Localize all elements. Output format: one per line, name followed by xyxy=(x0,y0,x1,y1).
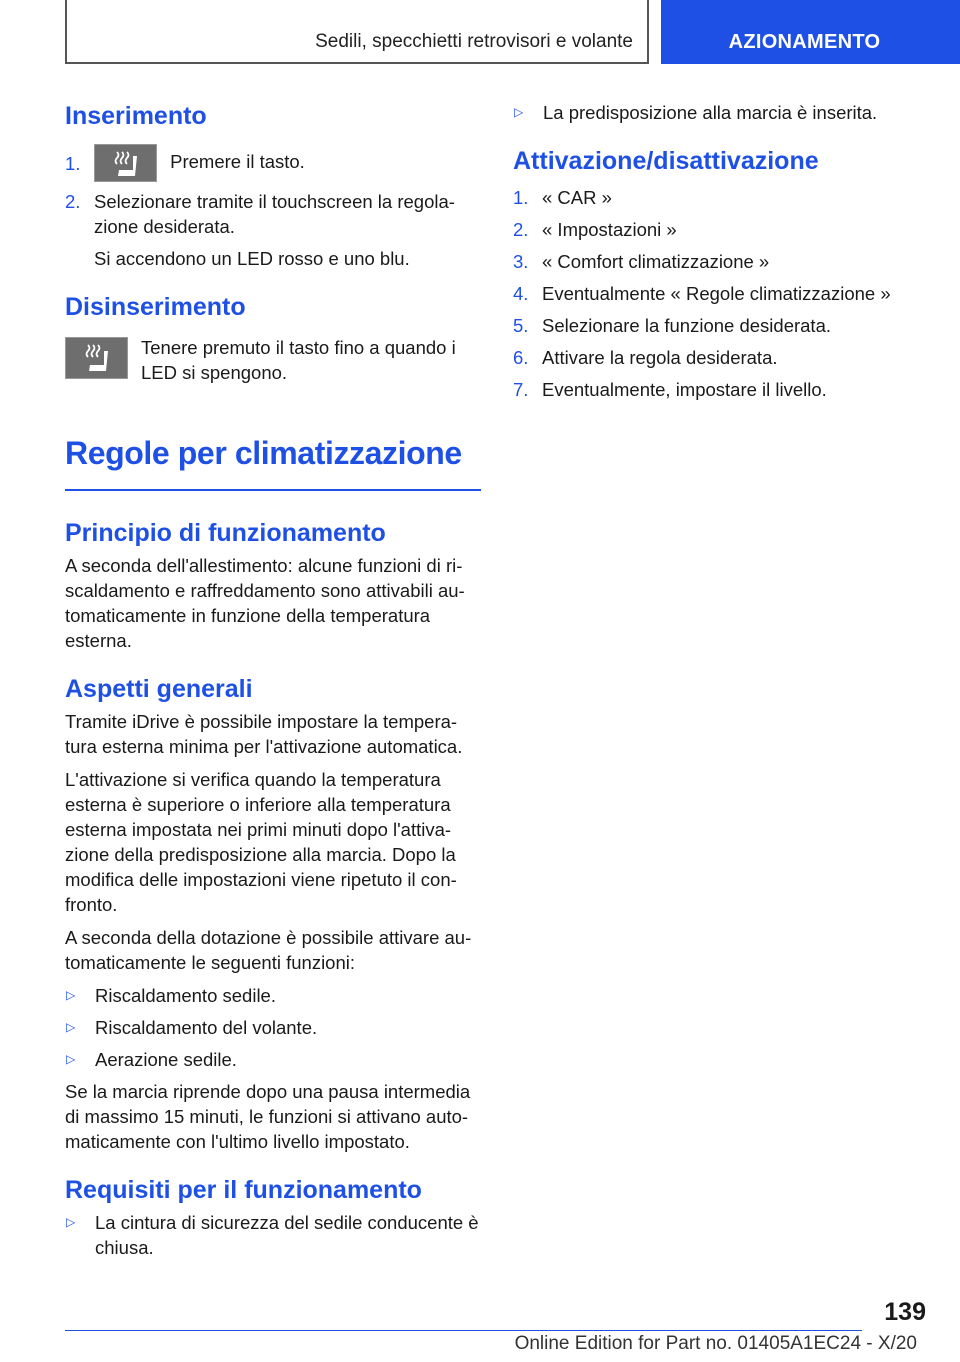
aspetti-paragraph-1: Tramite iDrive è possibile impostare la temperatura esterna minima per l'attivazione automatica. xyxy=(65,711,463,757)
heading-attivazione: Attivazione/disattivazione xyxy=(513,147,819,175)
aspetti-paragraph-2: L'attivazione si verifica quando la temperatura esterna è superiore o inferiore alla temperatura esterna impostata nei primi minuti dopo l'attivazione della predisposizione alla marcia. Dopo la modifica delle impostazioni viene ripetuto il confronto. xyxy=(65,769,457,915)
list-item: ▷ La predisposizione alla marcia è inserita. xyxy=(514,102,878,123)
triangle-bullet-icon: ▷ xyxy=(66,1052,76,1066)
list-item: 3. « Comfort climatizzazione » xyxy=(513,251,770,272)
list-item: 6. Attivare la regola desiderata. xyxy=(513,347,778,368)
heading-inserimento: Inserimento xyxy=(65,102,207,130)
step-number: 1. xyxy=(65,152,81,174)
page-number: 139 xyxy=(884,1298,926,1326)
triangle-bullet-icon: ▷ xyxy=(66,1020,76,1034)
heading-aspetti: Aspetti generali xyxy=(65,675,253,703)
disinserimento-text: Tenere premuto il tasto fino a quando i LED si spengono. xyxy=(141,337,456,383)
list-item: 4. Eventualmente « Regole climatizzazione » xyxy=(513,283,891,304)
step-text: Selezionare tramite il touchscreen la regolazione desiderata. xyxy=(94,191,455,237)
edition-footer: Online Edition for Part no. 01405A1EC24 - X/20 xyxy=(514,1333,917,1354)
aspetti-paragraph-4: Se la marcia riprende dopo una pausa intermedia di massimo 15 minuti, le funzioni si attivano automaticamente con l'ultimo livello impostato. xyxy=(65,1081,471,1152)
disinserimento-row xyxy=(65,335,481,385)
header-section-box xyxy=(65,0,649,64)
seat-ventilation-button-icon xyxy=(94,144,157,182)
step-note: Si accendono un LED rosso e uno blu. xyxy=(94,248,410,269)
right-column xyxy=(513,100,913,409)
heading-requisiti: Requisiti per il funzionamento xyxy=(65,1176,422,1204)
left-column xyxy=(65,100,481,1267)
step-text: Premere il tasto. xyxy=(170,150,305,172)
heading-rule xyxy=(65,489,481,491)
list-item: ▷ Riscaldamento sedile. xyxy=(66,985,276,1006)
list-item xyxy=(65,144,481,182)
list-item: 2. « Impostazioni » xyxy=(513,219,677,240)
list-item: 5. Selezionare la funzione desiderata. xyxy=(513,315,831,336)
footer-rule xyxy=(65,1330,862,1331)
list-item xyxy=(65,189,481,239)
list-item: 1. « CAR » xyxy=(513,187,612,208)
heading-disinserimento: Disinserimento xyxy=(65,293,246,321)
main-heading: Regole per climatizzazione xyxy=(65,435,462,471)
principio-text: A seconda dell'allestimento: alcune funzioni di riscaldamento e raffreddamento sono attivabili automaticamente in funzione della temperatura esterna. xyxy=(65,555,465,651)
header-chapter-box xyxy=(661,0,960,64)
chapter-title: AZIONAMENTO xyxy=(728,31,881,53)
list-item: ▷ Aerazione sedile. xyxy=(66,1049,237,1070)
triangle-bullet-icon: ▷ xyxy=(514,105,524,119)
list-item: ▷ Riscaldamento del volante. xyxy=(66,1017,318,1038)
heading-principio: Principio di funzionamento xyxy=(65,519,386,547)
seat-ventilation-button-icon xyxy=(65,337,128,379)
section-title: Sedili, specchietti retrovisori e volante xyxy=(315,31,633,52)
list-item: 7. Eventualmente, impostare il livello. xyxy=(513,379,827,400)
step-number: 2. xyxy=(65,191,81,212)
list-item: ▷ La cintura di sicurezza del sedile conducente è chiusa. xyxy=(66,1212,479,1258)
aspetti-paragraph-3: A seconda della dotazione è possibile attivare automaticamente le seguenti funzioni: xyxy=(65,927,472,973)
triangle-bullet-icon: ▷ xyxy=(66,988,76,1002)
triangle-bullet-icon: ▷ xyxy=(66,1215,76,1229)
